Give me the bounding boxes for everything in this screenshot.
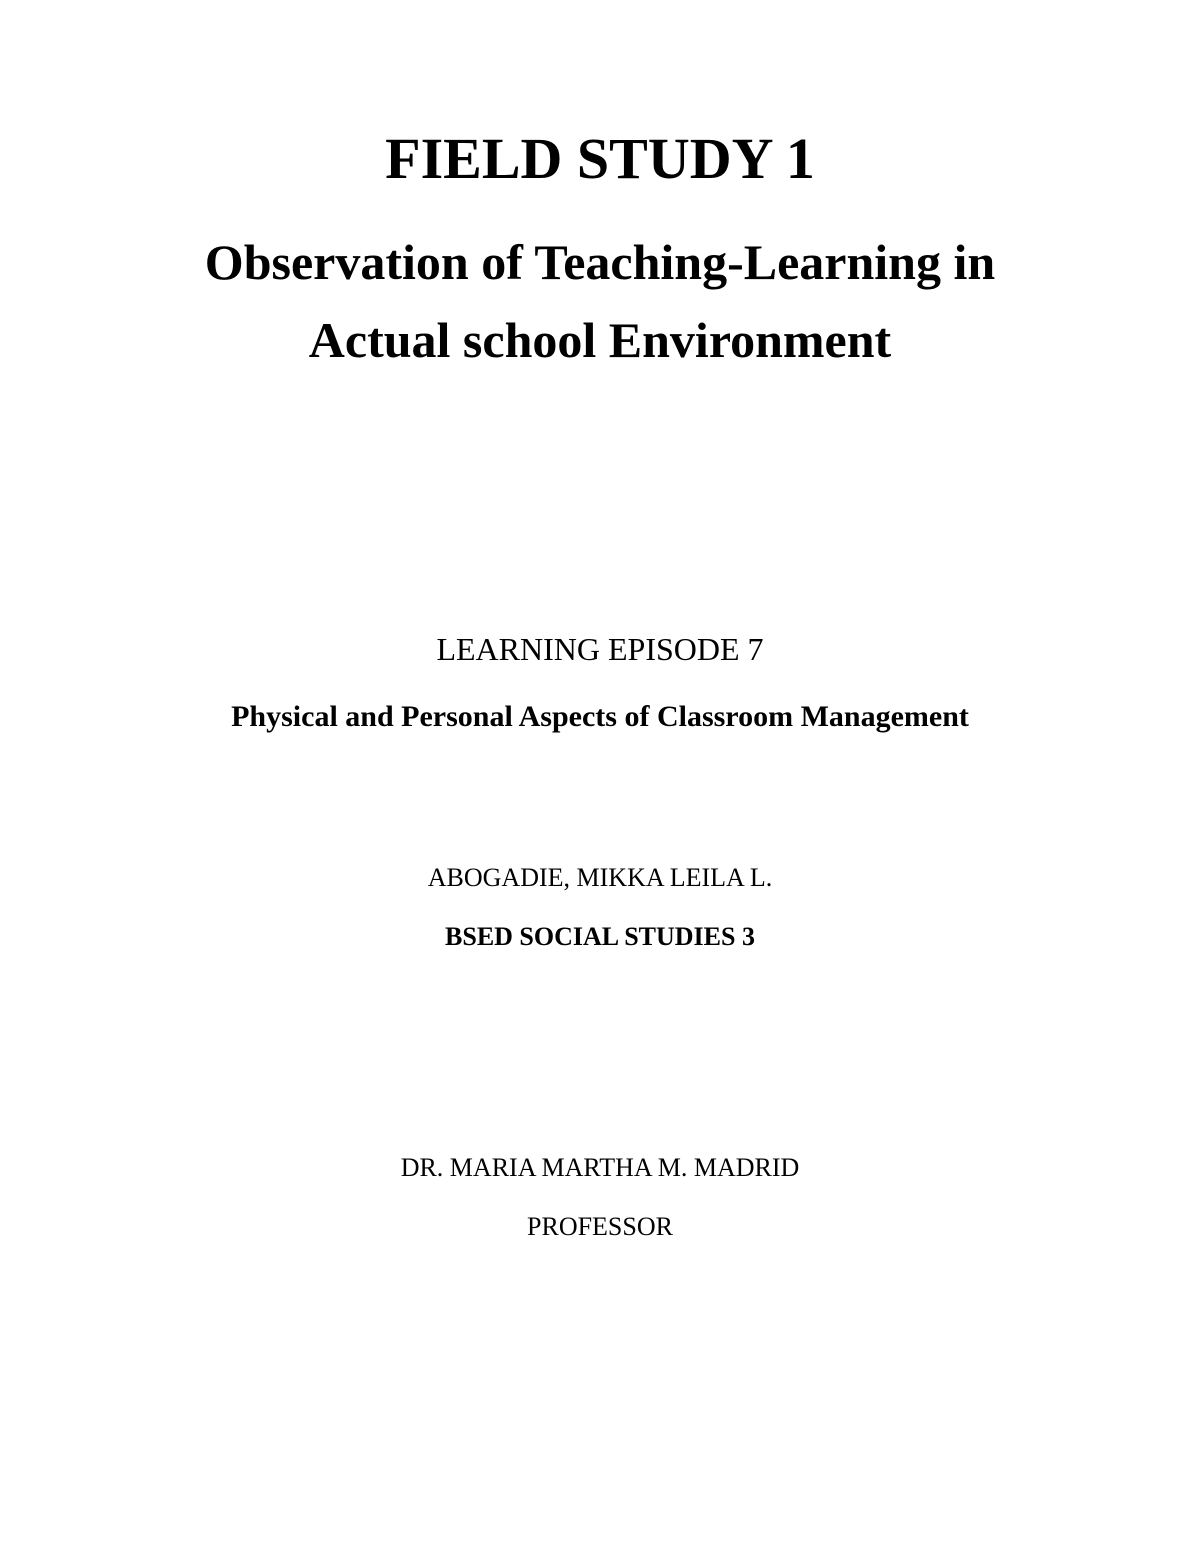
professor-role: PROFESSOR [527,1212,673,1241]
learning-episode-label: LEARNING EPISODE 7 [436,631,764,667]
document-title: FIELD STUDY 1 [385,126,815,191]
document-subtitle-line-2: Actual school Environment [308,312,892,368]
student-course: BSED SOCIAL STUDIES 3 [445,922,755,951]
professor-name: DR. MARIA MARTHA M. MADRID [400,1153,800,1182]
student-name: ABOGADIE, MIKKA LEILA L. [427,863,773,892]
document-subtitle-line-1: Observation of Teaching-Learning in [204,234,996,290]
learning-episode-topic: Physical and Personal Aspects of Classroom Management [231,700,969,733]
